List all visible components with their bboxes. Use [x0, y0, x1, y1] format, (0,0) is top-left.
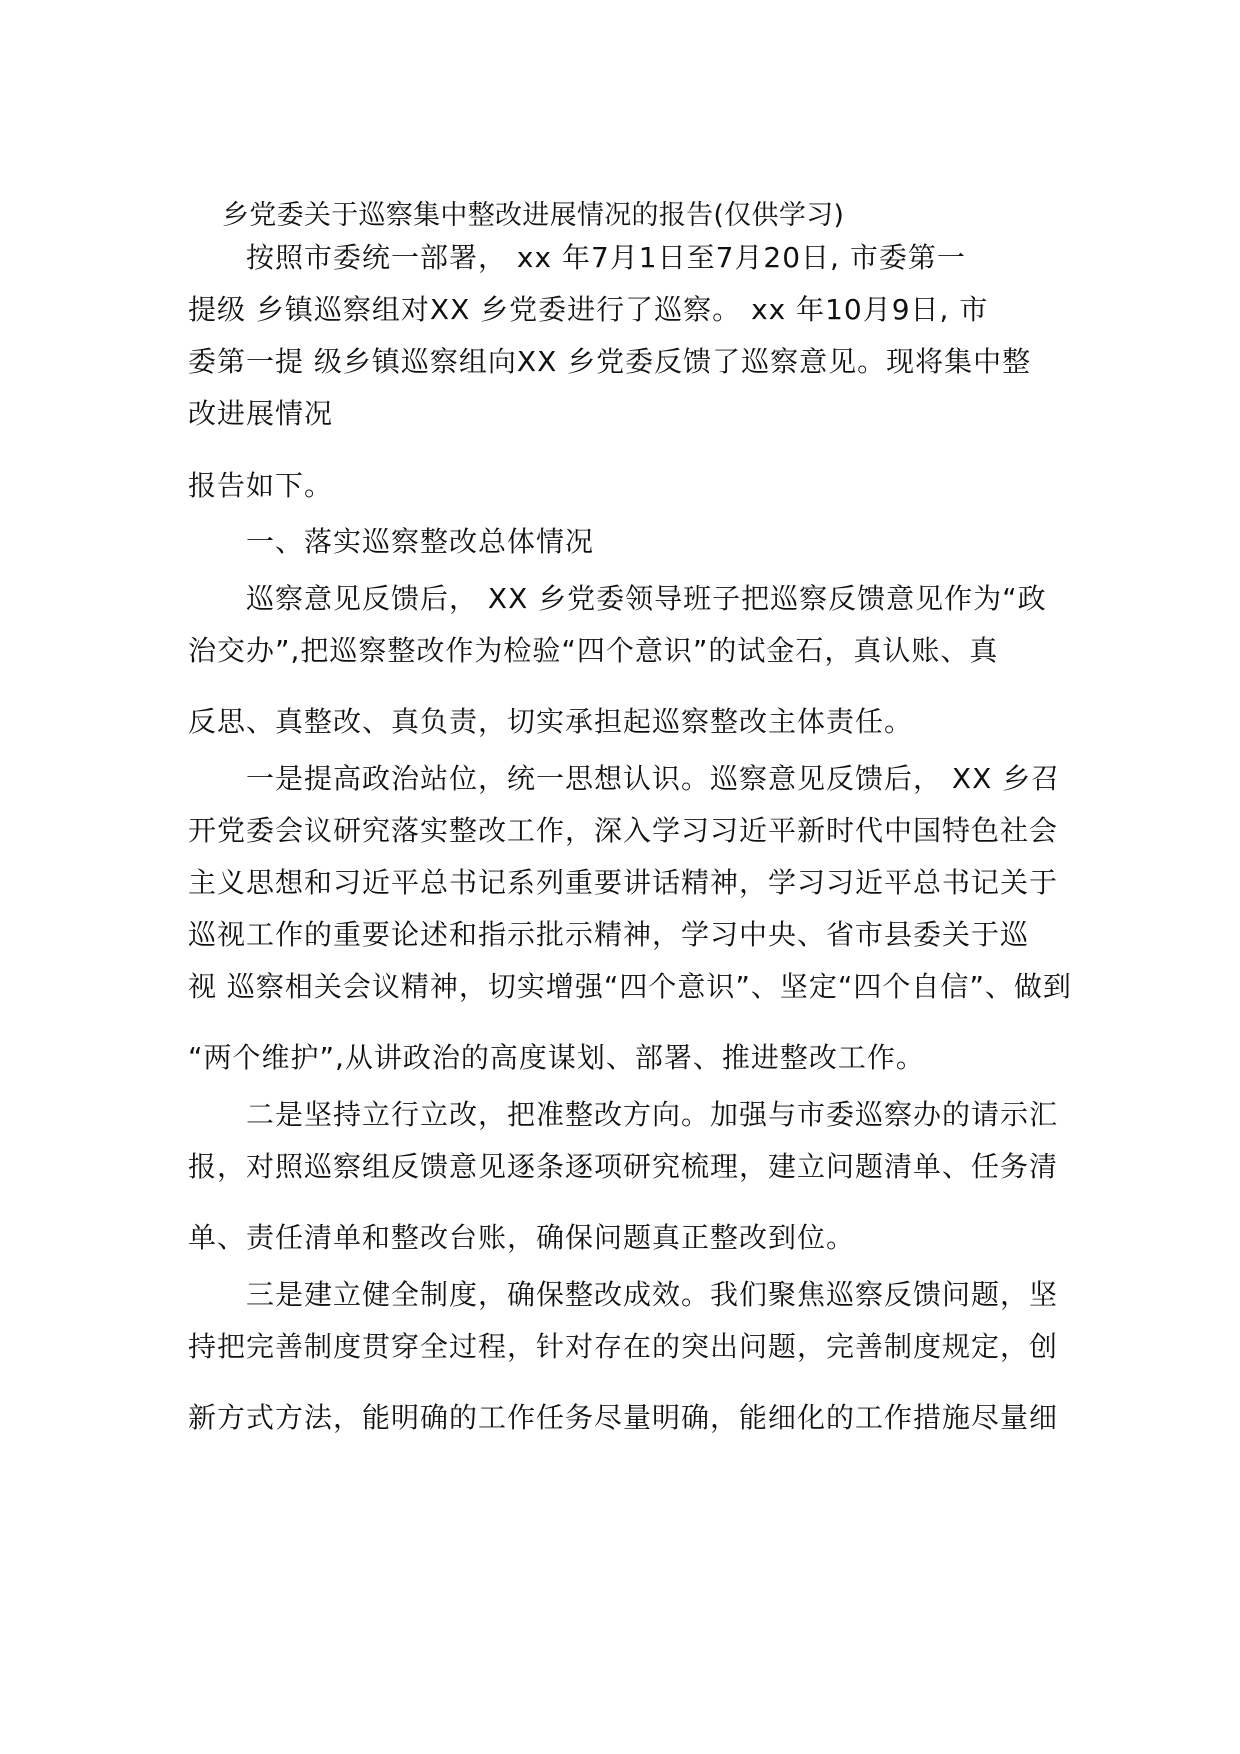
- text-line: 主义思想和习近平总书记系列重要讲话精神，学习习近平总书记关于: [188, 866, 1059, 899]
- text-line: 巡视工作的重要论述和指示批示精神，学习中央、省市县委关于巡: [188, 918, 1030, 951]
- text-line: 新方式方法，能明确的工作任务尽量明确，能细化的工作措施尽量细: [188, 1401, 1059, 1434]
- text-line: 报告如下。: [188, 469, 334, 502]
- text-line: 开党委会议研究落实整改工作，深入学习习近平新时代中国特色社会: [188, 814, 1059, 847]
- text-line: 反思、真整改、真负责，切实承担起巡察整改主体责任。: [188, 705, 914, 738]
- text-line: 提级 乡镇巡察组对XX 乡党委进行了巡察。 xx 年10月9日, 市: [188, 293, 989, 326]
- text-line: “两个维护”,从讲政治的高度谋划、部署、推进整改工作。: [188, 1041, 925, 1074]
- section-heading: 一、落实巡察整改总体情况: [246, 525, 595, 558]
- text-line: 一是提高政治站位，统一思想认识。巡察意见反馈后， XX 乡召: [246, 762, 1061, 795]
- text-line: 单、责任清单和整改台账，确保问题真正整改到位。: [188, 1221, 856, 1254]
- text-line: 按照市委统一部署， xx 年7月1日至7月20日, 市委第一: [246, 241, 966, 274]
- text-line: 治交办”,把巡察整改作为检验“四个意识”的试金石，真认账、真: [188, 634, 999, 667]
- document-title: 乡党委关于巡察集中整改进展情况的报告(仅供学习): [222, 200, 845, 231]
- text-line: 三是建立健全制度，确保整改成效。我们聚焦巡察反馈问题，坚: [246, 1278, 1059, 1311]
- text-line: 持把完善制度贯穿全过程，针对存在的突出问题，完善制度规定，创: [188, 1330, 1059, 1363]
- text-line: 委第一提 级乡镇巡察组向XX 乡党委反馈了巡察意见。现将集中整: [188, 345, 1032, 378]
- text-line: 二是坚持立行立改，把准整改方向。加强与市委巡察办的请示汇: [246, 1098, 1059, 1131]
- text-line: 报，对照巡察组反馈意见逐条逐项研究梳理，建立问题清单、任务清: [188, 1150, 1059, 1183]
- text-line: 改进展情况: [188, 397, 334, 430]
- text-line: 视 巡察相关会议精神，切实增强“四个意识”、坚定“四个自信”、做到: [188, 970, 1072, 1003]
- text-line: 巡察意见反馈后， XX 乡党委领导班子把巡察反馈意见作为“政: [246, 582, 1047, 615]
